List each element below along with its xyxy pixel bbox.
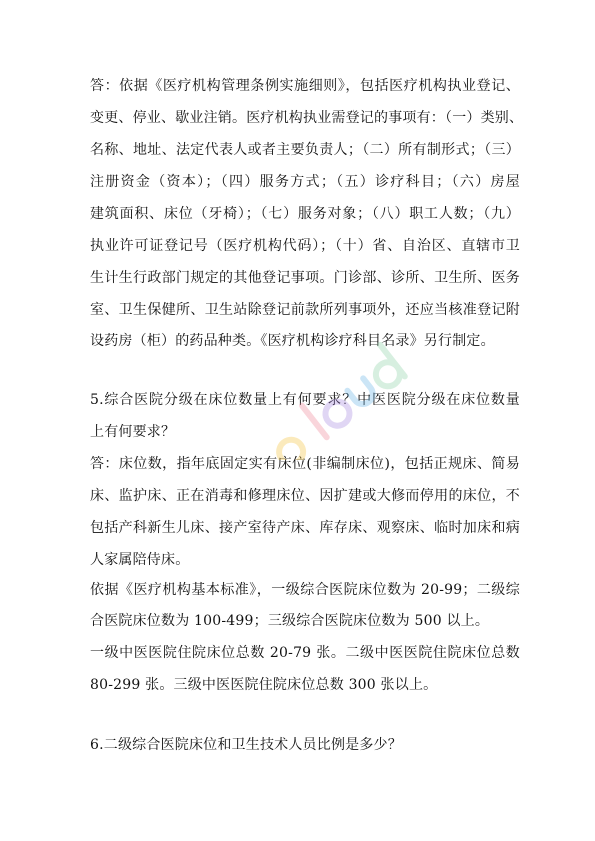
text-line: 执业许可证登记号（医疗机构代码）；（十）省、自治区、直辖市卫 — [90, 238, 520, 254]
text-line: 床、监护床、正在消毒和修理床位、因扩建或大修而停用的床位，不 — [90, 488, 520, 504]
text-line: 变更、停业、歇业注销。医疗机构执业需登记的事项有：（一）类别、 — [90, 110, 524, 126]
text-line: 名称、地址、法定代表人或者主要负责人；（二）所有制形式；（三） — [90, 142, 520, 158]
text-line: 答：依据《医疗机构管理条例实施细则》，包括医疗机构执业登记、 — [90, 78, 520, 94]
text-line: 建筑面积、床位（牙椅）；（七）服务对象；（八）职工人数；（九） — [90, 206, 520, 222]
text-line: 合医院床位数为 100-499；三级综合医院床位数为 500 以上。 — [90, 613, 490, 629]
text-line: 设药房（柜）的药品种类。《医疗机构诊疗科目名录》另行制定。 — [90, 333, 495, 349]
text-line: 一级中医医院住院床位总数 20-79 张。二级中医医院住院床位总数 — [90, 645, 520, 661]
text-line: 80-299 张。三级中医医院住院床位总数 300 张以上。 — [90, 677, 438, 693]
text-line: 答：床位数，指年底固定实有床位(非编制床位)，包括正规床、简易 — [90, 456, 520, 472]
question-heading: 5.综合医院分级在床位数量上有何要求？中医医院分级在床位数量 — [90, 392, 520, 408]
text-line: 依据《医疗机构基本标准》，一级综合医院床位数为 20-99；二级综 — [90, 582, 520, 598]
question-heading: 6.二级综合医院床位和卫生技术人员比例是多少？ — [90, 737, 402, 753]
text-line: 包括产科新生儿床、接产室待产床、库存床、观察床、临时加床和病 — [90, 520, 520, 536]
text-line: 生计生行政部门规定的其他登记事项。门诊部、诊所、卫生所、医务 — [90, 270, 520, 286]
question-heading: 上有何要求？ — [90, 424, 176, 440]
text-line: 注册资金（资本）；（四）服务方式；（五）诊疗科目；（六）房屋 — [90, 174, 520, 190]
text-line: 人家属陪侍床。 — [90, 552, 190, 568]
text-line: 室、卫生保健所、卫生站除登记前款所列事项外，还应当核准登记附 — [90, 302, 520, 318]
